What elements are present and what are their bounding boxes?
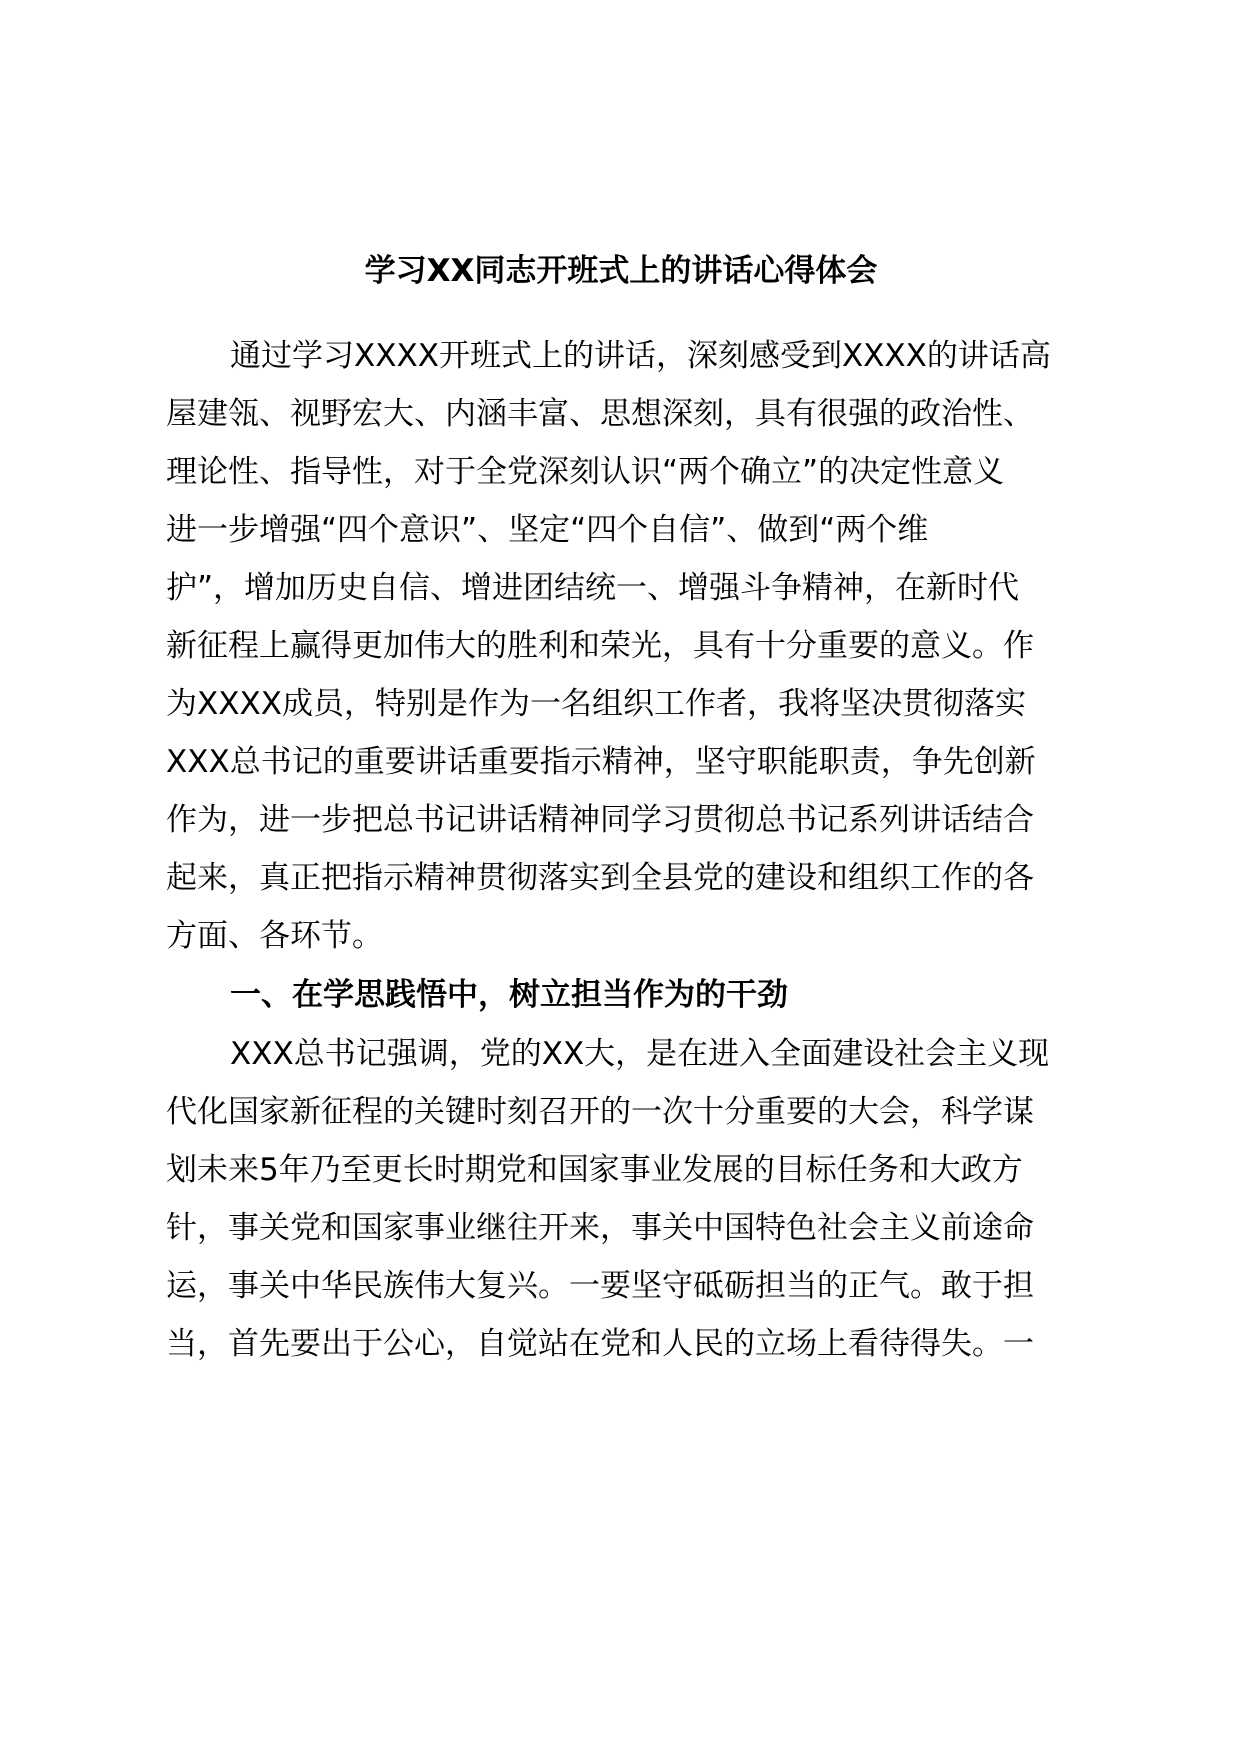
paragraph-line: 护”，增加历史自信、增进团结统一、增强斗争精神，在新时代 xyxy=(166,570,1020,606)
paragraph-line: 代化国家新征程的关键时刻召开的一次十分重要的大会，科学谋 xyxy=(166,1094,1034,1130)
paragraph-line: 运，事关中华民族伟大复兴。一要坚守砥砺担当的正气。敢于担 xyxy=(166,1268,1034,1304)
paragraph-line: 理论性、指导性，对于全党深刻认识“两个确立”的决定性意义 xyxy=(166,454,1005,490)
paragraph-line: 划未来5年乃至更长时期党和国家事业发展的目标任务和大政方 xyxy=(166,1152,1023,1188)
paragraph-line: 针，事关党和国家事业继往开来，事关中国特色社会主义前途命 xyxy=(166,1210,1034,1246)
paragraph-line: 为XXXX成员，特别是作为一名组织工作者，我将坚决贯彻落实 xyxy=(166,686,1026,722)
paragraph-line: 屋建瓴、视野宏大、内涵丰富、思想深刻，具有很强的政治性、 xyxy=(166,396,1034,432)
paragraph-line: 新征程上赢得更加伟大的胜利和荣光，具有十分重要的意义。作 xyxy=(166,628,1034,664)
paragraph-line: 进一步增强“四个意识”、坚定“四个自信”、做到“两个维 xyxy=(166,512,929,548)
paragraph-line: 通过学习XXXX开班式上的讲话，深刻感受到XXXX的讲话高 xyxy=(230,338,1051,374)
document-title: 学习XX同志开班式上的讲话心得体会 xyxy=(364,253,878,289)
paragraph-line: XXX总书记的重要讲话重要指示精神，坚守职能职责，争先创新 xyxy=(166,744,1036,780)
paragraph-line: 作为，进一步把总书记讲话精神同学习贯彻总书记系列讲话结合 xyxy=(166,802,1034,838)
paragraph-line: 起来，真正把指示精神贯彻落实到全县党的建设和组织工作的各 xyxy=(166,860,1034,896)
paragraph-line: XXX总书记强调，党的XX大，是在进入全面建设社会主义现 xyxy=(230,1036,1050,1072)
section-heading: 一、在学思践悟中，树立担当作为的干劲 xyxy=(230,977,788,1013)
paragraph-line: 方面、各环节。 xyxy=(166,918,383,954)
paragraph-line: 当，首先要出于公心，自觉站在党和人民的立场上看待得失。一 xyxy=(166,1326,1034,1362)
